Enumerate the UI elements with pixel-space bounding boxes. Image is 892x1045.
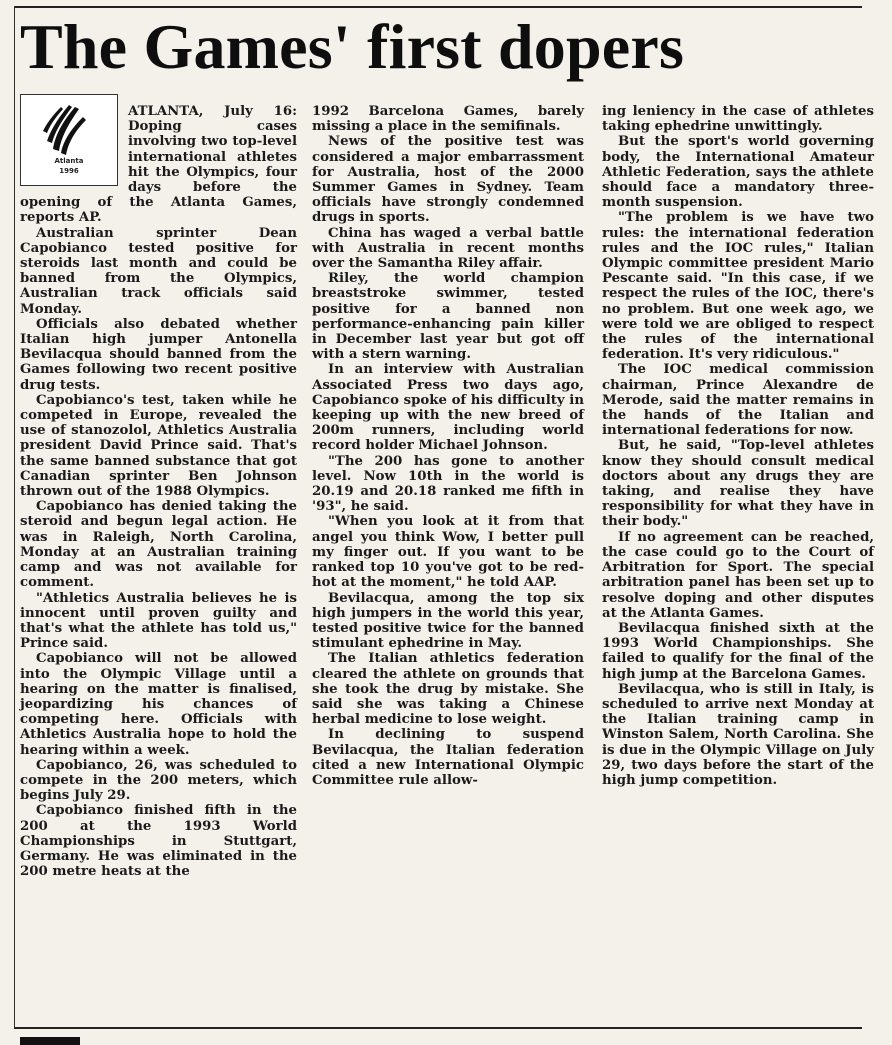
headline: The Games' first dopers bbox=[20, 11, 685, 82]
decorative-block bbox=[20, 1037, 80, 1045]
paragraph: The Italian athletics federation cleared the athlete on grounds that she took the drug by mistake. She said she was taking a Chinese herbal medicine to lose weight. bbox=[312, 651, 584, 728]
paragraph: 1992 Barcelona Games, barely missing a place in the semifinals. bbox=[312, 104, 584, 135]
paragraph: Capobianco will not be allowed into the Olympic Village until a hearing on the matter is finalised, jeopardizing his chances of competing here. Officials with Athletics Australia hope to hold the hearing within a week. bbox=[20, 651, 297, 758]
paragraph: China has waged a verbal battle with Australia in recent months over the Samantha Riley affair. bbox=[312, 225, 584, 272]
paragraph: But the sport's world governing body, the International Amateur Athletic Federation, says the athlete should face a mandatory three-month suspension. bbox=[602, 134, 874, 211]
article-column-3 bbox=[602, 104, 874, 788]
paragraph: Bevilacqua finished sixth at the 1993 World Championships. She failed to qualify for the final of the high jump at the Barcelona Games. bbox=[602, 620, 874, 682]
paragraph: Bevilacqua, who is still in Italy, is scheduled to arrive next Monday at the Italian training camp in Winston Salem, North Carolina. She is due in the Olympic Village on July 29, two days before the start of the high jump competition. bbox=[602, 681, 874, 788]
paragraph: But, he said, "Top-level athletes know they should consult medical doctors about any drugs they are taking, and realise they have responsibility for what they have in their body." bbox=[602, 438, 874, 530]
paragraph: "Athletics Australia believes he is innocent until proven guilty and that's what the athlete has told us," Prince said. bbox=[20, 590, 297, 652]
paragraph: "When you look at it from that angel you think Wow, I better pull my finger out. If you want to be ranked top 10 you've got to be red-hot at the moment," he told AAP. bbox=[312, 514, 584, 591]
paragraph: "The 200 has gone to another level. Now 10th in the world is 20.19 and 20.18 ranked me fifth in '93", he said. bbox=[312, 453, 584, 515]
paragraph: "The problem is we have two rules: the international federation rules and the IOC rules," Italian Olympic committee president Mario Pescante said. "In this case, if we respect the rules of the IOC, there's no problem. But one week ago, we were told we are obliged to respect the rules of the international federation. It's very ridiculous." bbox=[602, 210, 874, 363]
atlanta-1996-logo bbox=[20, 94, 118, 186]
paragraph: In an interview with Australian Associated Press two days ago, Capobianco spoke of his difficulty in keeping up with the new breed of 200m runners, including world record holder Michael Johnson. bbox=[312, 362, 584, 454]
paragraph: Bevilacqua, among the top six high jumpers in the world this year, tested positive twice for the banned stimulant ephedrine in May. bbox=[312, 590, 584, 652]
paragraph: The IOC medical commission chairman, Prince Alexandre de Merode, said the matter remains in the hands of the Italian and international federations for now. bbox=[602, 362, 874, 439]
article-column-2 bbox=[312, 104, 584, 788]
logo-city: Atlanta bbox=[54, 157, 84, 165]
paragraph: Capobianco finished fifth in the 200 at the 1993 World Championships in Stuttgart, Germany. He was eliminated in the 200 metre heats at the bbox=[20, 803, 297, 880]
next-article-strip bbox=[14, 1032, 862, 1045]
paragraph: Capobianco, 26, was scheduled to compete in the 200 meters, which begins July 29. bbox=[20, 757, 297, 804]
top-rule bbox=[14, 6, 862, 8]
paragraph: Officials also debated whether Italian high jumper Antonella Bevilacqua should banned from the Games following two recent positive drug tests. bbox=[20, 316, 297, 393]
paragraph: Riley, the world champion breaststroke swimmer, tested positive for a banned non performance-enhancing pain killer in December last year but got off with a stern warning. bbox=[312, 271, 584, 363]
left-rule bbox=[14, 6, 15, 1028]
paragraph: In declining to suspend Bevilacqua, the Italian federation cited a new International Olympic Committee rule allow- bbox=[312, 727, 584, 788]
logo-year: 1996 bbox=[59, 167, 79, 175]
paragraph: News of the positive test was considered a major embarrassment for Australia, host of the 2000 Summer Games in Sydney. Team officials have strongly condemned drugs in sports. bbox=[312, 134, 584, 226]
paragraph: If no agreement can be reached, the case could go to the Court of Arbitration for Sport. The special arbitration panel has been set up to resolve doping and other disputes at the Atlanta Games. bbox=[602, 529, 874, 621]
paragraph: ing leniency in the case of athletes taking ephedrine unwittingly. bbox=[602, 104, 874, 135]
paragraph: Capobianco's test, taken while he competed in Europe, revealed the use of stanozolol, Athletics Australia president David Prince said. That's the same banned substance that got Canadian sprinter Ben Johnson thrown out of the 1988 Olympics. bbox=[20, 392, 297, 500]
paragraph: Australian sprinter Dean Capobianco tested positive for steroids last month and could be banned from the Olympics, Australian track officials said Monday. bbox=[20, 225, 297, 317]
olympic-torch-icon bbox=[39, 101, 99, 159]
paragraph: ATLANTA, July 16: Doping cases involving two top-level international athletes hit the Olympics, four days before the opening of the Atlanta Games, reports AP. bbox=[20, 104, 297, 226]
paragraph: Capobianco has denied taking the steroid and begun legal action. He was in Raleigh, North Carolina, Monday at an Australian training camp and was not available for comment. bbox=[20, 499, 297, 591]
article-column-1 bbox=[20, 104, 297, 879]
bottom-rule bbox=[14, 1027, 862, 1029]
